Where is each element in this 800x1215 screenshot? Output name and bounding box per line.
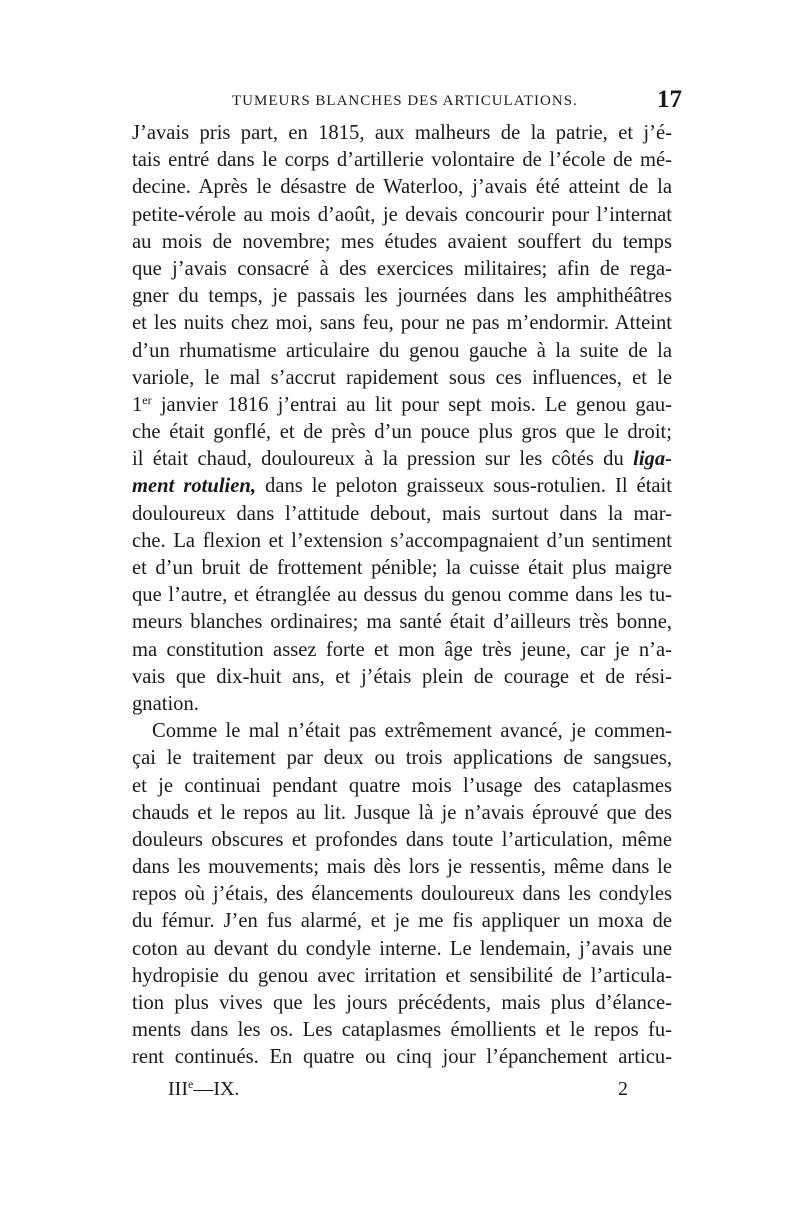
text-line: ma constitution assez forte et mon âge très jeune, car je n’a- <box>132 638 672 661</box>
text-line: d’un rhumatisme articulaire du genou gauche à la suite de la <box>132 339 672 362</box>
page-number: 17 <box>657 86 682 113</box>
running-title: TUMEURS BLANCHES DES ARTICULATIONS. <box>232 93 578 109</box>
text-line: douloureux dans l’attitude debout, mais surtout dans la mar- <box>132 502 672 525</box>
text-line: decine. Après le désastre de Waterloo, j’avais été atteint de la <box>132 176 672 199</box>
text-line: au mois de novembre; mes études avaient souffert du temps <box>132 230 672 253</box>
text-line: meurs blanches ordinaires; ma santé était d’ailleurs très bonne, <box>132 611 672 634</box>
text-line: Comme le mal n’était pas extrêmement avancé, je commen- <box>152 720 672 743</box>
text-line: rent continués. En quatre ou cinq jour l’épanchement articu- <box>132 1046 672 1069</box>
text-line: variole, le mal s’accrut rapidement sous ces influences, et le <box>132 366 672 389</box>
text-line: et je continuai pendant quatre mois l’usage des cataplasmes <box>132 774 672 797</box>
text-line: J’avais pris part, en 1815, aux malheurs de la patrie, et j’é- <box>132 122 672 144</box>
text-line: et les nuits chez moi, sans feu, pour ne pas m’endormir. Atteint <box>132 312 672 335</box>
text-line: du fémur. J’en fus alarmé, et je me fis appliquer un moxa de <box>132 910 672 933</box>
body-text <box>132 120 672 1072</box>
text-line: 1er janvier 1816 j’entrai au lit pour sept mois. Le genou gau- <box>132 392 672 416</box>
italic-term: liga- <box>633 448 672 471</box>
text-line: coton au devant du condyle interne. Le lendemain, j’avais une <box>132 937 672 960</box>
signature-number: 2 <box>618 1078 628 1100</box>
text-line: dans les mouvements; mais dès lors je ressentis, même dans le <box>132 856 672 879</box>
text-line: çai le traitement par deux ou trois applications de sangsues, <box>132 747 672 770</box>
text-line: repos où j’étais, des élancements douloureux dans les condyles <box>132 883 672 906</box>
text-line: il était chaud, douloureux à la pression sur les côtés du liga- <box>132 448 672 471</box>
text-line: hydropisie du genou avec irritation et sensibilité de l’articula- <box>132 964 672 987</box>
text-line: que l’autre, et étranglée au dessus du genou comme dans les tu- <box>132 584 672 607</box>
text-line: gner du temps, je passais les journées dans les amphithéâtres <box>132 285 672 308</box>
text-line: gnation. <box>132 692 199 715</box>
text-line: che était gonflé, et de près d’un pouce plus gros que le droit; <box>132 421 672 444</box>
text-line: tais entré dans le corps d’artillerie volontaire de l’école de mé- <box>132 149 672 172</box>
text-line: vais que dix-huit ans, et j’étais plein de courage et de rési- <box>132 665 672 688</box>
italic-term: ment rotulien, <box>132 475 257 498</box>
text-line: ments dans les os. Les cataplasmes émollients et le repos fu- <box>132 1019 672 1042</box>
date-ordinal: 1er <box>132 392 152 416</box>
text-line: che. La flexion et l’extension s’accompagnaient d’un sentiment <box>132 529 672 552</box>
signature-mark: IIIe—IX. <box>168 1077 240 1100</box>
text-line: et d’un bruit de frottement pénible; la cuisse était plus maigre <box>132 557 672 579</box>
text-line: douleurs obscures et profondes dans toute l’articulation, même <box>132 828 672 851</box>
text-line: que j’avais consacré à des exercices militaires; afin de rega- <box>132 257 672 280</box>
text-line: petite-vérole au mois d’août, je devais concourir pour l’internat <box>132 203 672 226</box>
text-line: ment rotulien, dans le peloton graisseux sous-rotulien. Il était <box>132 475 672 498</box>
text-line: tion plus vives que les jours précédents, mais plus d’élance- <box>132 992 672 1014</box>
text-line: chauds et le repos au lit. Jusque là je n’avais éprouvé que des <box>132 801 672 824</box>
